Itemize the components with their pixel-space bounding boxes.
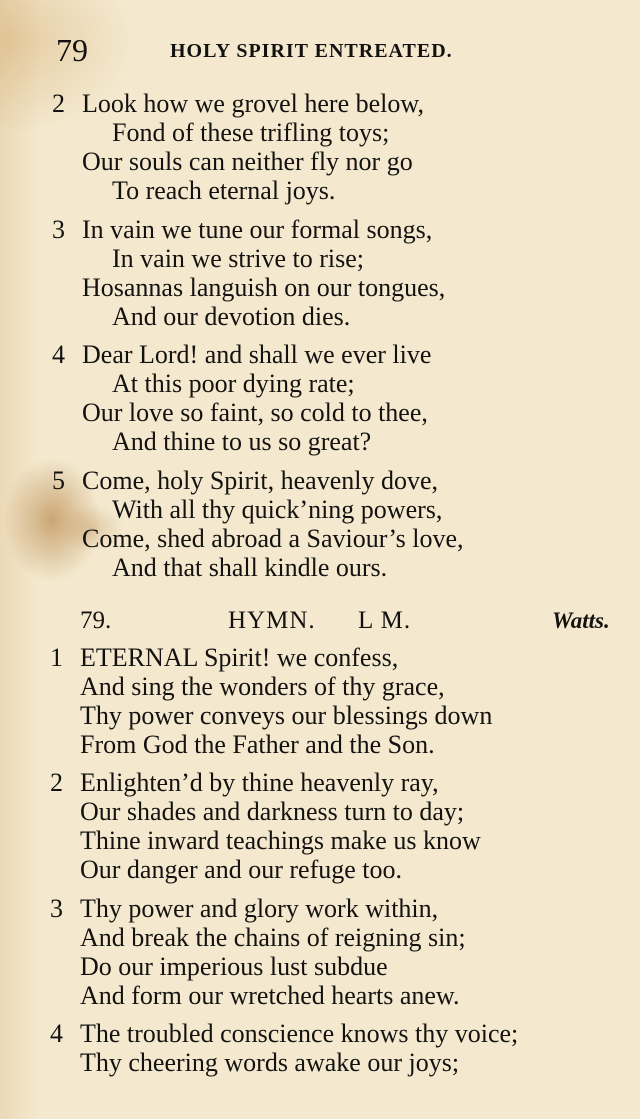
verse-line: Our love so faint, so cold to thee,: [82, 398, 428, 427]
verse-line: And break the chains of reigning sin;: [80, 923, 466, 952]
verse-line: Do our imperious lust subdue: [80, 952, 388, 981]
hymn-number: 79.: [80, 607, 112, 634]
stanza-number: 3: [50, 894, 63, 923]
stanza-number: 2: [52, 89, 65, 118]
verse-line: The troubled conscience knows thy voice;: [80, 1019, 519, 1048]
verse-line: And sing the wonders of thy grace,: [80, 672, 445, 701]
verse-line: Come, shed abroad a Saviour’s love,: [82, 524, 464, 553]
verse-line: In vain we strive to rise;: [112, 244, 364, 273]
verse-line: From God the Father and the Son.: [80, 730, 435, 759]
verse-line: Look how we grovel here below,: [82, 89, 424, 118]
verse-line: Thy cheering words awake our joys;: [80, 1048, 460, 1077]
hymn-label: HYMN.: [228, 607, 316, 634]
stanza-number: 4: [52, 340, 65, 369]
hymn-heading: [80, 604, 630, 638]
verse-line: Hosannas languish on our tongues,: [82, 273, 446, 302]
stanza-number: 1: [50, 643, 63, 672]
verse-line: Thine inward teachings make us know: [80, 826, 481, 855]
stanza-number: 2: [50, 768, 63, 797]
stanza-number: 4: [50, 1019, 63, 1048]
verse-line: Our souls can neither fly nor go: [82, 147, 413, 176]
verse-line: And form our wretched hearts anew.: [80, 981, 460, 1010]
page-number: 79: [56, 32, 88, 68]
verse-line: In vain we tune our formal songs,: [82, 215, 433, 244]
verse-line: Dear Lord! and shall we ever live: [82, 340, 432, 369]
verse-line: Thy power conveys our blessings down: [80, 701, 493, 730]
verse-line: To reach eternal joys.: [112, 176, 336, 205]
verse-line: ETERNAL Spirit! we confess,: [80, 643, 399, 672]
verse-line: And that shall kindle ours.: [112, 553, 388, 582]
verse-line: With all thy quick’ning powers,: [112, 495, 443, 524]
page-header: [56, 30, 526, 70]
stanza-number: 5: [52, 466, 65, 495]
stanza-number: 3: [52, 215, 65, 244]
verse-line: At this poor dying rate;: [112, 369, 355, 398]
verse-line: Our danger and our refuge too.: [80, 855, 402, 884]
verse-line: Fond of these trifling toys;: [112, 118, 390, 147]
verse-line: Thy power and glory work within,: [80, 894, 439, 923]
hymn-meter: L M.: [358, 607, 412, 634]
verse-line: Come, holy Spirit, heavenly dove,: [82, 466, 439, 495]
verse-line: And our devotion dies.: [112, 302, 351, 331]
verse-line: Enlighten’d by thine heavenly ray,: [80, 768, 439, 797]
verse-line: And thine to us so great?: [112, 427, 372, 456]
hymn-author: Watts.: [552, 608, 610, 633]
verse-line: Our shades and darkness turn to day;: [80, 797, 465, 826]
running-title: HOLY SPIRIT ENTREATED.: [170, 40, 453, 62]
